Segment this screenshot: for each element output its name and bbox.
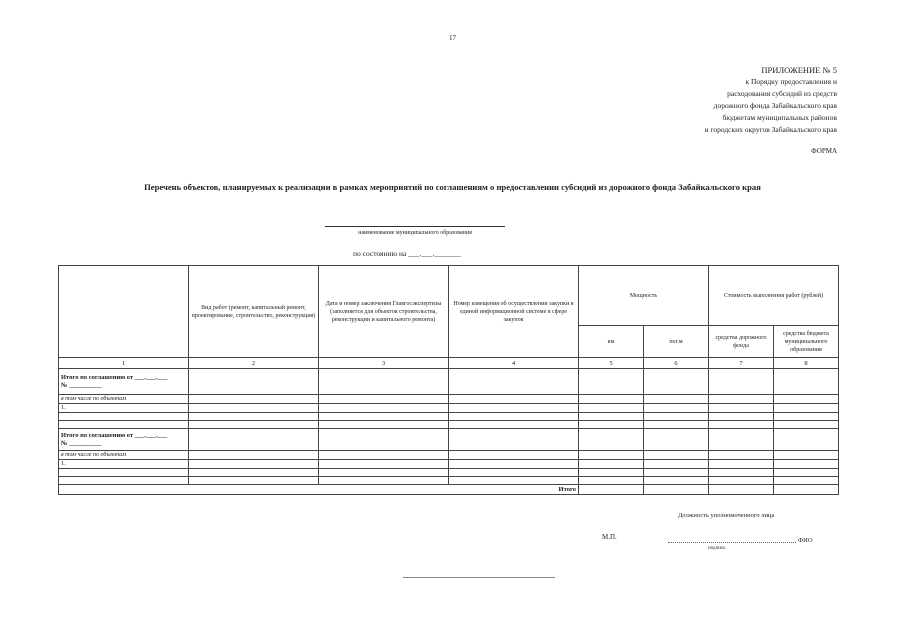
column-number: 6	[644, 358, 709, 369]
appendix-block	[705, 64, 837, 136]
appendix-line: расходования субсидий из средств	[727, 89, 837, 98]
object-item-label: 1.	[59, 404, 189, 413]
object-item-label: 1.	[59, 460, 189, 469]
grand-total-label: Итого	[59, 485, 579, 495]
column-number: 2	[189, 358, 319, 369]
column-number: 1	[59, 358, 189, 369]
agreement-number-label: № __________	[61, 439, 102, 447]
including-objects-label: в том числе по объектам	[59, 395, 189, 404]
column-number: 4	[449, 358, 579, 369]
document-title: Перечень объектов, планируемых к реализации в рамках мероприятий по соглашениям о предоставлении субсидий из дорожного фонда Забайкальского края	[144, 182, 761, 192]
header-cost-municipal: средства бюджета муниципального образования	[774, 326, 839, 358]
stamp-place: М.П.	[602, 533, 617, 541]
total-agreement-cell	[59, 369, 189, 395]
form-label: ФОРМА	[811, 147, 837, 155]
header-col1	[59, 266, 189, 358]
header-cost-road-fund: средства дорожного фонда	[709, 326, 774, 358]
appendix-title: ПРИЛОЖЕНИЕ № 5	[761, 65, 837, 75]
signature-line	[668, 542, 796, 543]
fio-label: ФИО	[798, 537, 813, 544]
appendix-line: к Порядку предоставления и	[745, 77, 837, 86]
column-number: 5	[579, 358, 644, 369]
header-capacity-pm: пог.м	[644, 326, 709, 358]
agreement-number-label: № __________	[61, 381, 102, 389]
total-agreement-cell	[59, 429, 189, 451]
objects-table	[58, 265, 839, 495]
appendix-line: бюджетам муниципальных районов	[722, 113, 837, 122]
column-number: 8	[774, 358, 839, 369]
header-expertise: Дата и номер заключения Главгосэкспертизы (заполняется для объектов строительства, реконструкции и капитального ремонта)	[319, 266, 449, 358]
header-work-type: Вид работ (ремонт, капитальный ремонт, проектирование, строительство, реконструкция)	[189, 266, 319, 358]
total-agreement-label: Итого по соглашению от ___.___.___	[61, 431, 168, 439]
as-of-date: по состоянию на ___.___._______	[353, 249, 461, 258]
footer-line	[403, 577, 555, 578]
total-agreement-label: Итого по соглашению от ___.___.___	[61, 373, 168, 381]
header-capacity-km: км	[579, 326, 644, 358]
header-notice-number: Номер извещения об осуществлении закупки в единой информационной системе в сфере закупок	[449, 266, 579, 358]
including-objects-label: в том числе по объектам	[59, 451, 189, 460]
header-capacity: Мощность	[579, 266, 709, 326]
column-number: 7	[709, 358, 774, 369]
authorized-position: Должность уполномоченного лица	[678, 512, 775, 519]
municipality-line	[325, 226, 505, 227]
header-cost: Стоимость выполнения работ (рублей)	[709, 266, 839, 326]
signature-caption: подпись	[708, 546, 726, 551]
appendix-line: и городских округов Забайкальского края	[704, 125, 837, 134]
page-number: 17	[449, 34, 456, 42]
appendix-line: дорожного фонда Забайкальского края	[713, 101, 837, 110]
column-number: 3	[319, 358, 449, 369]
municipality-caption: наименование муниципального образования	[358, 230, 472, 236]
